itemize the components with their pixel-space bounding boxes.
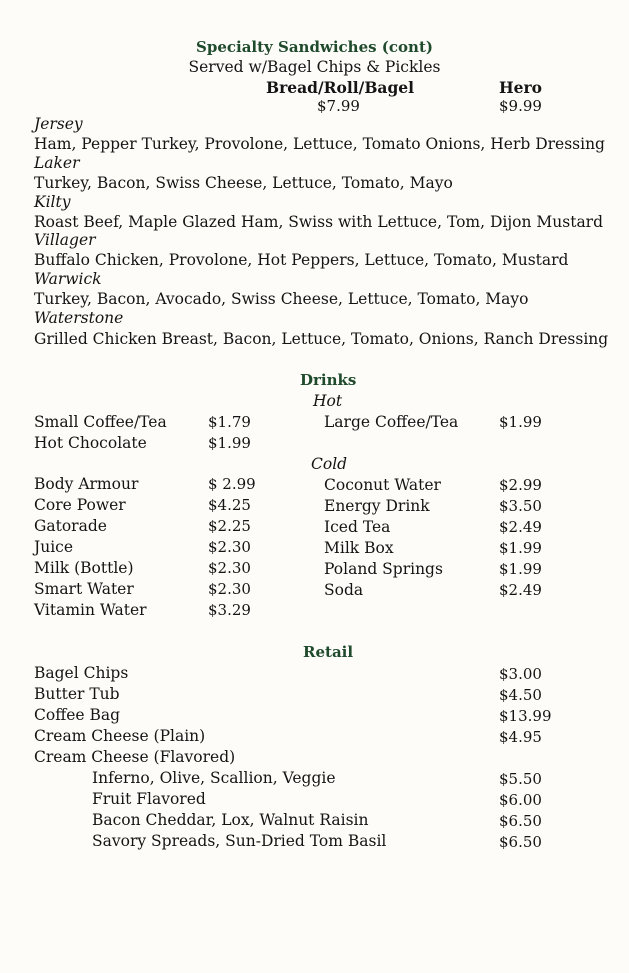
drinks-title: Drinks [300,371,357,389]
cold-label: Cold [311,455,348,473]
list-item: Butter Tub [34,685,120,703]
sandwich-desc: Ham, Pepper Turkey, Provolone, Lettuce, Tomato Onions, Herb Dressing [34,135,605,153]
item-price: $2.25 [208,517,251,535]
item-price: $2.30 [208,559,251,577]
list-item: Inferno, Olive, Scallion, Veggie [92,769,336,787]
list-item: Gatorade [34,517,107,535]
sandwich-name: Warwick [34,270,102,288]
bread-roll-bagel-label: Bread/Roll/Bagel [266,78,415,97]
list-item: Large Coffee/Tea [324,413,459,431]
sandwich-name: Jersey [34,115,83,133]
item-price: $2.30 [208,580,251,598]
item-price: $1.99 [499,560,542,578]
item-price: $5.50 [499,770,542,788]
sandwiches-subtitle: Served w/Bagel Chips & Pickles [188,58,441,76]
item-price: $ 2.99 [208,475,256,493]
sandwiches-title: Specialty Sandwiches (cont) [196,38,433,56]
list-item: Bacon Cheddar, Lox, Walnut Raisin [92,811,369,829]
sandwich-name: Laker [34,154,80,172]
item-price: $13.99 [499,707,552,725]
item-price: $4.50 [499,686,542,704]
sandwich-name: Waterstone [34,309,124,327]
list-item: Coconut Water [324,476,441,494]
item-price: $2.30 [208,538,251,556]
item-price: $2.99 [499,476,542,494]
sandwich-desc: Grilled Chicken Breast, Bacon, Lettuce, Tomato, Onions, Ranch Dressing [34,330,609,348]
item-price: $6.50 [499,812,542,830]
list-item: Smart Water [34,580,134,598]
bread-roll-bagel-price: $7.99 [317,97,360,115]
retail-title: Retail [303,643,354,661]
list-item: Bagel Chips [34,664,129,682]
list-item: Small Coffee/Tea [34,413,167,431]
list-item: Body Armour [34,475,139,493]
item-price: $6.50 [499,833,542,851]
list-item: Poland Springs [324,560,443,578]
sandwich-desc: Turkey, Bacon, Avocado, Swiss Cheese, Lettuce, Tomato, Mayo [34,290,529,308]
item-price: $2.49 [499,581,542,599]
item-price: $4.25 [208,496,251,514]
list-item: Milk Box [324,539,394,557]
list-item: Iced Tea [324,518,391,536]
list-item: Energy Drink [324,497,430,515]
item-price: $6.00 [499,791,542,809]
hot-label: Hot [313,392,343,410]
hero-label: Hero [499,78,543,97]
item-price: $1.99 [499,539,542,557]
sandwich-name: Kilty [34,193,71,211]
item-price: $2.49 [499,518,542,536]
list-item: Cream Cheese (Plain) [34,727,206,745]
sandwich-desc: Roast Beef, Maple Glazed Ham, Swiss with Lettuce, Tom, Dijon Mustard [34,213,604,231]
list-item: Vitamin Water [34,601,147,619]
item-price: $4.95 [499,728,542,746]
item-price: $3.50 [499,497,542,515]
list-item: Fruit Flavored [92,790,206,808]
list-item: Savory Spreads, Sun-Dried Tom Basil [92,832,387,850]
list-item: Core Power [34,496,126,514]
sandwich-desc: Buffalo Chicken, Provolone, Hot Peppers, Lettuce, Tomato, Mustard [34,251,569,269]
item-price: $1.79 [208,413,251,431]
list-item: Milk (Bottle) [34,559,134,577]
sandwich-desc: Turkey, Bacon, Swiss Cheese, Lettuce, Tomato, Mayo [34,174,453,192]
item-price: $3.00 [499,665,542,683]
list-item: Soda [324,581,364,599]
sandwich-name: Villager [34,231,96,249]
item-price: $1.99 [499,413,542,431]
list-item: Juice [34,538,74,556]
item-price: $1.99 [208,434,251,452]
hero-price: $9.99 [499,97,542,115]
item-price: $3.29 [208,601,251,619]
list-item: Hot Chocolate [34,434,147,452]
list-item: Coffee Bag [34,706,121,724]
list-item: Cream Cheese (Flavored) [34,748,236,766]
